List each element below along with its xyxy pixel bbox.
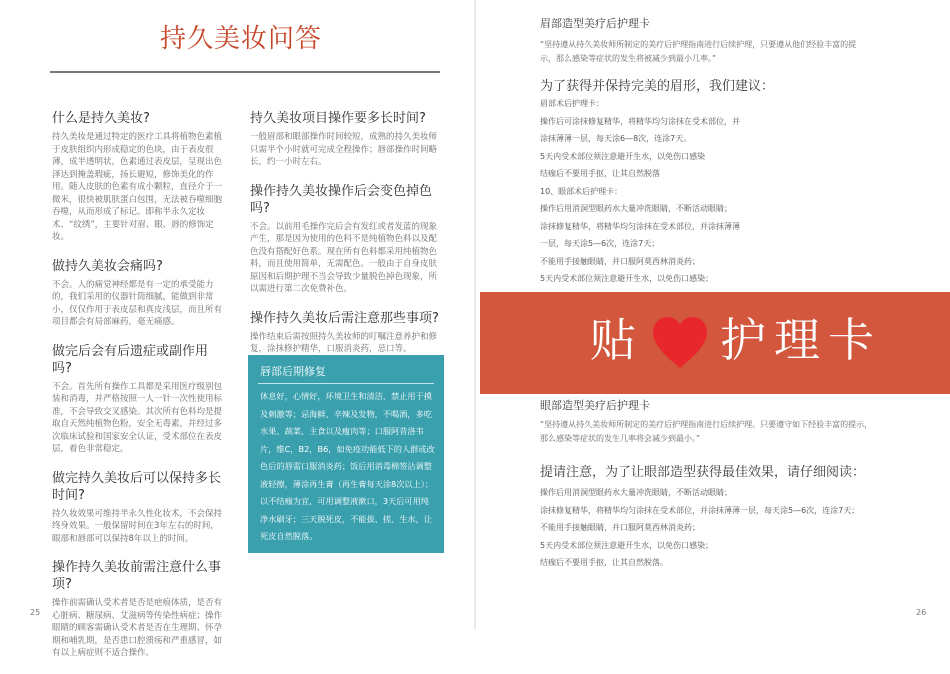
list-item: 操作后可涂抹修复精华，将精华均匀涂抹在受术部位，并 xyxy=(540,116,740,126)
eye-heading: 提请注意，为了让眼部造型获得最佳效果，请仔细阅读： xyxy=(540,465,866,480)
banner-text-left: 贴 xyxy=(590,313,636,367)
list-item: 操作后用消洞型眼药水大量冲洗眼睛，不断活动眼睛； xyxy=(540,204,732,213)
answer-text: 不会。以前用毛操作完后会有发红或者发蓝的现象产生，那是因为使用的色料不是纯植物色料以及配色没有搭配好色系。现在所有色料都采用纯植物色料，而且使用简单，无需配色。一般由于自身皮肤原因和后期护理不当会导致少量脱色掉色现象，所以需进行第二次免费补色。 xyxy=(250,221,438,294)
qa-item xyxy=(52,470,227,546)
list-item: 眉部术后护理卡： xyxy=(540,99,604,108)
qa-item xyxy=(52,110,227,244)
list-item: 结痂后不要用手抠，让其自然脱落 xyxy=(540,169,660,178)
eyebrow-quote: “坚持遵从持久美妆师所制定的美疗后护理指南进行后续护理，只要遵从他们经验丰富的提示，那么感染等症状的发生将被减少到最小几率。” xyxy=(540,40,857,63)
title-divider xyxy=(50,71,440,73)
question-heading: 什么是持久美妆? xyxy=(52,111,150,126)
eye-care-list xyxy=(540,484,880,572)
care-card-banner xyxy=(480,292,950,394)
page-number: 25 xyxy=(30,608,41,617)
question-heading: 操作持久美妆后需注意那些事项? xyxy=(250,310,439,326)
list-item: 5天内受术部位须注意避开生水，以免伤口感染； xyxy=(540,540,714,550)
eyebrow-card-title: 眉部造型美疗后护理卡 xyxy=(540,17,650,30)
qa-column-right xyxy=(250,110,440,370)
right-page xyxy=(476,0,950,629)
eyebrow-heading: 为了获得并保持完美的眉形，我们建议： xyxy=(540,79,775,94)
question-heading: 做持久美妆会痛吗? xyxy=(52,258,163,274)
page-number: 26 xyxy=(916,608,927,617)
answer-text: 持久妆效果可维持半永久性化妆术，不会保持终身效果。一般保留时间在3年左右的时间，眼部和唇部可以保持8年以上的时间。 xyxy=(52,508,223,544)
list-item: 不能用手接触眼睛，并口服阿莫西林消炎药； xyxy=(540,523,700,532)
question-heading: 持久美妆项目操作要多长时间? xyxy=(250,111,426,126)
lip-aftercare-box xyxy=(248,355,444,553)
list-item: 5天内受术部位须注意避开生水，以免伤口感染； xyxy=(540,274,714,283)
qa-item xyxy=(250,310,440,356)
list-item: 不能用手接触眼睛，并口服阿莫西林消炎药； xyxy=(540,256,700,266)
question-heading: 操作持久美妆操作后会变色掉色吗? xyxy=(250,183,433,216)
left-page xyxy=(0,0,474,658)
answer-text: 操作结束后需按照持久美妆师的叮嘱注意养护和修复，涂抹修护精华，口服消炎药，忌口等。 xyxy=(250,331,438,354)
list-item: 结痂后不要用手抠，让其自然脱落。 xyxy=(540,558,668,567)
answer-text: 操作前需确认受术者是否是疤痕体质，是否有心脏病、糖尿病、艾滋病等传染性病症；操作眼睛的顾客需确认受术者是否在生理期、怀孕期和哺乳期，是否患口腔溃疡和严重感冒，如有以上病症则不适合操作。 xyxy=(52,598,223,658)
qa-item xyxy=(52,343,227,456)
banner-text-right: 护理卡 xyxy=(720,313,882,367)
qa-item xyxy=(250,183,440,296)
list-item: 涂抹薄薄一层，每天涂6—8次，连涂7天。 xyxy=(540,134,692,143)
list-item: 涂抹修复精华，将精华均匀涂抹在受术部位，并涂抹薄薄 xyxy=(540,221,740,231)
eye-card-title: 眼部造型美疗后护理卡 xyxy=(540,399,650,412)
list-item: 5天内受术部位须注意避开生水，以免伤口感染 xyxy=(540,151,706,161)
qa-item xyxy=(52,258,227,329)
box-title: 唇部后期修复 xyxy=(260,365,326,378)
answer-text: 不会。首先所有操作工具都是采用医疗级别包装和消毒，并严格按照一人一针一次性使用标准，不会导致交叉感染。其次所有色料均是提取自天然纯植物色粉，安全无毒素，并经过多次临床试验和国家安全认证，受术部位在表皮层，着色非常稳定。 xyxy=(52,381,223,454)
box-divider xyxy=(258,383,434,384)
eyebrow-care-list xyxy=(540,95,870,323)
question-heading: 做完持久美妆后可以保持多长时间? xyxy=(52,470,222,503)
eye-quote: “坚持遵从持久美妆师所制定的美疗后护理指南进行后续护理。只要遵守如下经验丰富的提示，那么感染等症状的发生几率将会减少到最小。” xyxy=(540,420,873,443)
answer-text: 持久美妆是通过特定的医疗工具将植物色素植于皮肤组织内形成稳定的色块，由于表皮很薄，成半透明状，色素通过表皮层，呈现出色泽达到掩盖瑕疵，扬长避短，修饰美化的作用。随人皮肤的色素有成小颗粒，直径介于一微米，很快被肌肤蛋白包围，无法被吞噬细胞吞噬，从而形成了标记。即称半永久定妆术、“纹绣”，主要针对眉、眼、唇的修饰定妆。 xyxy=(52,132,223,242)
question-heading: 操作持久美妆前需注意什么事项? xyxy=(52,560,222,592)
box-body: 休息好，心情好，环境卫生和清洁，禁止用于摸及刺激等；忌海鲜、辛辣及发物，不喝酒，多吃水果、蔬菜、主食以及瘦肉等；口服阿昔洛韦片，维C，B2，B6，如免疫功能低下的人群或改色后的唇需口服消炎药；饭后用消毒棉签沾调整液轻擦，薄涂再生膏（再生膏每天涂8次以上）；以不结痂为宜，可用调整液漱口，3天后可用纯净水刷牙；三天脱死皮，不能拔、搓、生水，让死皮自然脱落。 xyxy=(260,391,435,541)
qa-column-left xyxy=(52,110,227,674)
list-item: 一层，每天涂5—6次，连涂7天； xyxy=(540,239,660,248)
answer-text: 不会。人的痛觉神经都是有一定的承受能力的，我们采用的仪器针筒细腻，能做到非常小，仅仅作用于表皮层和真皮浅层，而且所有项目都会有局部麻药，毫无痛感。 xyxy=(52,279,223,327)
question-heading: 做完后会有后遗症或副作用吗? xyxy=(52,343,209,376)
list-item: 10、眼部术后护理卡： xyxy=(540,186,623,196)
answer-text: 一般眉部和眼部操作时间较短，成熟的持久美妆师只需半个小时就可完成全程操作；唇部操作时间略长，约一小时左右。 xyxy=(250,132,438,167)
qa-item xyxy=(52,559,227,660)
list-item: 操作后用消洞型眼药水大量冲洗眼睛，不断活动眼睛； xyxy=(540,488,732,497)
qa-item xyxy=(250,110,440,169)
heart-icon xyxy=(650,314,710,374)
page-title: 持久美妆问答 xyxy=(160,24,323,54)
list-item: 涂抹修复精华，将精华均匀涂抹在受术部位，并涂抹薄薄一层，每天涂5—6次，连涂7天； xyxy=(540,505,860,515)
